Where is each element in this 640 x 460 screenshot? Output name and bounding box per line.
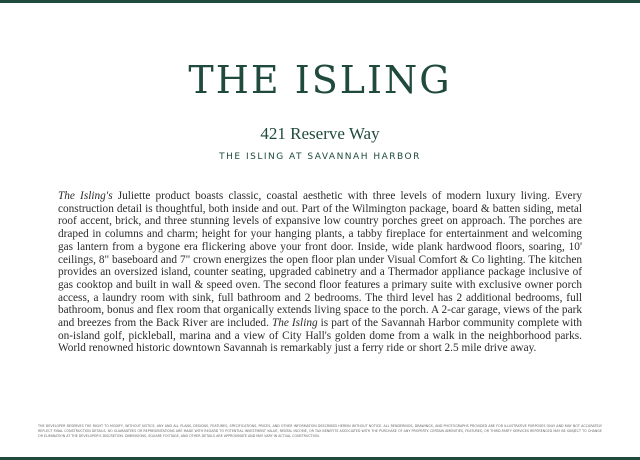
legal-disclaimer: THE DEVELOPER RESERVES THE RIGHT TO MODIFY, WITHOUT NOTICE, ANY AND ALL PLANS, DESIGNS, FEATURES, SPECIFICATIONS, PRICES, AND OTHER INFORMATION DESCRIBED HEREIN WITHOUT NOTICE. ALL RENDERINGS, DRAWINGS, AND PHOTOGRAPHS PROVIDED ARE FOR ILLUSTRATIVE PURPOSES ONLY AND MAY NOT ACCURATELY REFLECT FINAL CONSTRUCTION DETAILS. NO GUARANTEES OR REPRESENTATIONS ARE MADE WITH REGARD TO POTENTIAL INVESTMENT VALUE, RENTAL INCOME, OR TAX BENEFITS ASSOCIATED WITH THE PURCHASE OF ANY PROPERTY. CERTAIN AMENITIES, FEATURES, OR THIRD-PARTY SERVICES REFERENCED MAY BE SUBJECT TO CHANGE OR ELIMINATION AT THE DEVELOPER'S DISCRETION. DIMENSIONS, SQUARE FOOTAGE, AND OTHER DETAILS ARE APPROXIMATE AND MAY VARY IN ACTUAL CONSTRUCTION. <box>38 424 602 438</box>
description-italic-community: The Isling <box>271 317 318 330</box>
description-body-2: is part of the Savannah Harbor community complete with on-island golf, pickleball, marina and a view of City Hall's golden dome from a walk in the neighborhood parks. World renowned historic downtown Savannah is remarkably just a ferry ride or short 2.5 mile drive away. <box>58 317 582 355</box>
community-name: THE ISLING AT SAVANNAH HARBOR <box>219 152 421 162</box>
description-italic-lead: The Isling's <box>58 190 113 202</box>
description-body: Juliette product boasts classic, coastal aesthetic with three levels of modern luxury living. Every construction detail is thoughtful, both inside and out. Part of the Wilmington package, board & batten siding, metal roof accent, brick, and three stunning levels of expansive low country porches greet on approach. The porches are draped in columns and charm; height for your hanging plants, a tabby fireplace for entertainment and welcoming gas lantern from a bygone era flickering above your front door. Inside, wide plank hardwood floors, soaring, 10' ceilings, 8" baseboard and 7" crown energizes the open floor plan under Visual Comfort & Co lighting. The kitchen provides an oversized island, counter seating, upgraded cabinetry and a Thermador appliance package inclusive of gas cooktop and built in wall & speed oven. The second floor features a primary suite with exclusive owner porch access, a laundry room with sink, full bathroom and 2 bedrooms. The third level has 2 additional bedrooms, full bathroom, bonus and flex room that organically extends living space to the porch. A 2-car garage, views of the park and breezes from the Back River are included. <box>58 190 582 330</box>
property-address: 421 Reserve Way <box>260 124 380 143</box>
logo-wordmark: THE ISLING <box>188 58 452 102</box>
property-description <box>58 190 582 355</box>
